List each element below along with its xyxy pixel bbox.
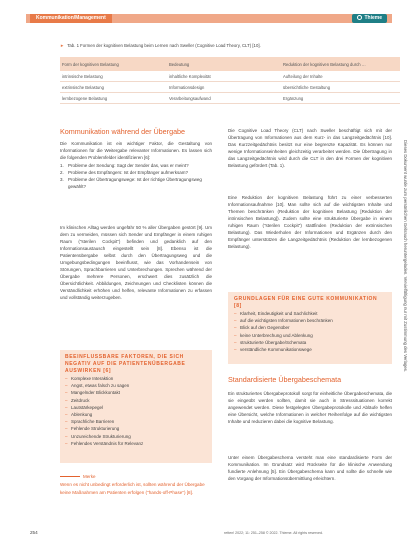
table-cell: intrinsische Belastung [62, 73, 103, 79]
section-label: Kommunikation/Management [30, 14, 112, 23]
intro-paragraph: Die Kommunikation ist ein wichtiger Faktor, die Gestaltung von Informationen für die Weitergabe relevanter Informationen. Es lassen sich die folgenden Problemfelder identifizieren [6]: [60, 141, 212, 160]
heading-standardized-schemes: Standardisierte Übergabeschemata [228, 375, 342, 384]
caption-arrow-icon: ► [60, 43, 65, 48]
disturbance-paragraph: Im klinischen Alltag werden ungefähr 50 % aller Übergaben gestört [9]. Um dem zu vermeiden, müssen sich Sender und Empfänger in einem ruhigen Raum ("sterilen Cockpit") befinden und gedanklich auf den Informationsaustausch eingestellt sein [8]. Ebenso ist die Patientenübergabe selbst durch den Übertragungsweg und die Umgebungsbedingungen beeinflusst, wie das Vorhandensein von Störungen, Sprachbarrieren und Unterbrechungen. Sprechen während der Übergabe mehrere Personen, erschwert dies zusätzlich die Übersichtlichkeit. Abbildungen, Zeichnungen und Checklisten können die Verständlichkeit erhöhen und helfen, relevante Informationen zu erfassen und vollständig weiterzugeben. [60, 225, 212, 300]
list-item: – Zeitdruck [65, 397, 90, 403]
factors-box-title: BEEINFLUSSBARE FAKTOREN, DIE SICH NEGATIV AUF DIE PATIENTENÜBERGABE AUSWIRKEN [6] [65, 354, 186, 374]
list-item: – Blick auf den Gegenüber [234, 325, 290, 331]
table-cell: Aufteilung der Inhalte [283, 73, 323, 79]
logo-circle-icon [357, 15, 362, 20]
problem-list [60, 162, 212, 190]
publisher-logo [352, 14, 387, 23]
list-item: – Unzureichende Strukturierung [65, 433, 131, 439]
communication-list [234, 310, 386, 353]
merke-text: Wenn es nicht unbedingt erforderlich ist, sollten während der Übergabe keine Maßnahmen am Patienten erfolgen ("hands-off-Phase") [8]. [60, 482, 205, 495]
clt-paragraph: Die Cognitive Load Theory (CLT) nach Sweller beschäftigt sich mit der Übertragung von Informationen aus dem Kurz- in das Langzeitgedächtnis [10]. Das Kurzzeitgedächtnis besitzt nur eine begrenzte Kapazität. Es können nur wenige Informationseinheiten gleichzeitig verarbeitet werden. Die Übertragung in das Langzeitgedächtnis wird durch die CLT in den drei Formen der kognitiven Belastung gefördert (Tab. 1). [228, 128, 392, 168]
table-row [60, 93, 400, 104]
list-item: – Ablenkung [65, 412, 93, 418]
list-item: – Mangelnder Blickkontakt [65, 390, 121, 396]
table-header-row [60, 57, 400, 71]
factors-list [65, 375, 207, 447]
list-item: – keine Unterbrechung und Ablenkung [234, 332, 313, 338]
list-item: – Klarheit, Eindeutigkeit und Sachlichkeit [234, 311, 318, 316]
good-communication-box [228, 292, 392, 364]
table-row [60, 82, 400, 93]
merke-label-row [60, 474, 212, 479]
schemes-paragraph: Ein strukturiertes Übergabeprotokoll sorgt für einheitliche Übergabeschemata, die sie eingeübt werden sollten, damit sie auch in Stresssituationen korrekt angewendet werden. Diese festgelegten Übergabeprotokolle und Abläufe helfen eine Übersicht, welche Informationen in welcher Reihenfolge auf die wichtigsten Inhalte und reduzieren dabei die kognitive Belastung. [228, 391, 392, 424]
list-item: – strukturierte Übergabe/Schemata [234, 339, 307, 345]
list-item: 1. Probleme der Sendung: Sagt der Sender das, was er meint? [60, 163, 189, 168]
list-item: – Lautstärkepegel [65, 404, 104, 410]
download-notice: Dieses Dokument wurde zum persönlichen Gebrauch heruntergeladen. Vervielfältigung nur mit Zustimmung des Verlages. [403, 140, 408, 373]
merke-label: Merke [83, 474, 96, 479]
table-cell: Verarbeitungsaufwand [169, 95, 211, 101]
list-item: 2. Probleme des Empfängers: Ist der Empfänger aufmerksam? [60, 170, 189, 175]
list-item: – Fehlendes Verständnis für Relevanz [65, 440, 144, 446]
table-header-cell: Bedeutung [169, 61, 190, 67]
merke-note [60, 474, 212, 496]
reduction-paragraph: Eine Reduktion der kognitiven Belastung führt zu einer verbesserten Informationsaufnahme [10]. Man sollte sich auf die wichtigsten Inhalte und Themen beschränken (Reduktion der kognitiven Belastung [Reduktion der intrinsischen Belastung]). Zudem sollte eine strukturierte Übergabe in einem ruhigen Raum ("sterilen Cockpit") stattfinden (Reduktion der extrinsischen Belastung). Das Wiederholen der Informationen und Ergänzen durch den Empfänger unterstützen die Langzeitgedächtnis (Reduktion der lernbezogenen Belastung). [228, 195, 392, 249]
table-header-cell: Form der kognitiven Belastung [62, 61, 119, 67]
merke-line [60, 476, 80, 477]
schemes-paragraph-2: Unter einem Übergabeschema versteht man eine standardisierte Form der Kommunikation. Im Grundsatz wird Rückseite für die klinische Anwendung fundierte Anlehnung [5]. Ein Übergabeschema kann und sollte die schnelle wie den Vorgang der Informationsübermittlung erleichtern. [228, 455, 392, 481]
logo-text: Thieme [364, 15, 382, 21]
table-caption [60, 43, 261, 48]
caption-text: Tab. 1 Formen der kognitiven Belastung beim Lernen nach Sweller (Cognitive Load Theory, CLT) [10]. [67, 43, 261, 48]
table-cell: extrinsische Belastung [62, 84, 104, 90]
table-row [60, 71, 400, 82]
negative-factors-box [60, 350, 212, 463]
communication-box-title: GRUNDLAGEN FÜR EINE GUTE KOMMUNIKATION [8] [234, 296, 378, 309]
table-header-cell: Reduktion der kognitiven Belastung durch … [283, 61, 366, 67]
list-item: – Komplexe Interaktion [65, 376, 114, 381]
heading-communication: Kommunikation während der Übergabe [60, 127, 186, 136]
list-item: 3. Probleme der Übertragungswege: Ist der richtige Übertragungsweg gewählt? [60, 177, 202, 189]
table-cell: lernbezogene Belastung [62, 95, 108, 101]
list-item: – Fehlende Strukturierung [65, 426, 120, 432]
table-cell: Informationsdesign [169, 84, 205, 90]
table-cell: übersichtliche Gestaltung [283, 84, 331, 90]
table-cell: inhaltliche Komplexität [169, 73, 211, 79]
list-item: – Angst, etwas falsch zu sagen [65, 383, 130, 389]
table-cell: Ergänzung [283, 95, 304, 101]
list-item: – Sprachliche Barrieren [65, 419, 115, 425]
list-item: – verständliche Kommunikationswege [234, 347, 312, 353]
list-item: – auf die wichtigsten Informationen beschränken [234, 318, 333, 324]
journal-footer: retten! 2022; 11: 251–258 © 2022. Thieme. All rights reserved. [224, 531, 324, 535]
cognitive-load-table [60, 57, 400, 104]
page-number: 254 [30, 530, 38, 535]
